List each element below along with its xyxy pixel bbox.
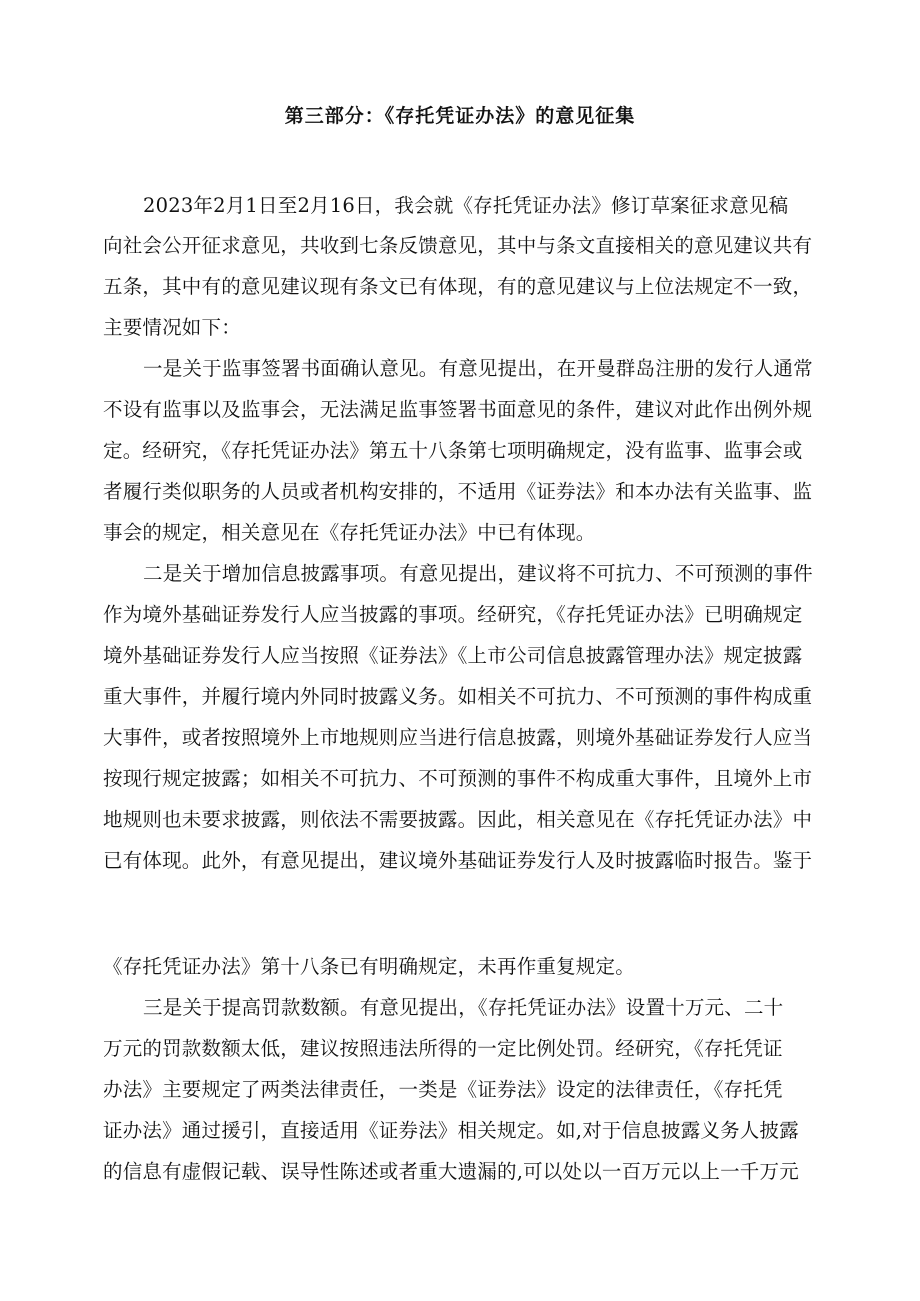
paragraph-line: 地规则也未要求披露，则依法不需要披露。因此，相关意见在《存托凭证办法》中	[103, 808, 813, 831]
paragraph-line: 五条，其中有的意见建议现有条文已有体现，有的意见建议与上位法规定不一致，	[103, 275, 813, 298]
paragraph-line: 者履行类似职务的人员或者机构安排的，不适用《证券法》和本办法有关监事、监	[103, 480, 813, 503]
paragraph-line: 二是关于增加信息披露事项。有意见提出，建议将不可抗力、不可预测的事件	[143, 562, 813, 585]
paragraph-line: 按现行规定披露；如相关不可抗力、不可预测的事件不构成重大事件，且境外上市	[103, 767, 813, 790]
paragraph-line: 向社会公开征求意见，共收到七条反馈意见，其中与条文直接相关的意见建议共有	[103, 234, 813, 257]
paragraph-line: 主要情况如下：	[103, 316, 241, 339]
paragraph-line: 办法》主要规定了两类法律责任，一类是《证券法》设定的法律责任，《存托凭	[103, 1078, 783, 1101]
paragraph-line: 作为境外基础证券发行人应当披露的事项。经研究，《存托凭证办法》已明确规定	[103, 603, 803, 626]
paragraph-line: 重大事件，并履行境内外同时披露义务。如相关不可抗力、不可预测的事件构成重	[103, 685, 813, 708]
paragraph-line: 证办法》通过援引，直接适用《证券法》相关规定。如,对于信息披露义务人披露	[103, 1119, 799, 1142]
document-title: 第三部分：《存托凭证办法》的意见征集	[284, 105, 636, 127]
paragraph-line: 2023年2月1日至2月16日，我会就《存托凭证办法》修订草案征求意见稿	[143, 194, 789, 217]
paragraph-line: 定。经研究，《存托凭证办法》第五十八条第七项明确规定，没有监事、监事会或	[103, 439, 803, 462]
paragraph-line: 不设有监事以及监事会，无法满足监事签署书面意见的条件，建议对此作出例外规	[103, 398, 813, 421]
paragraph-line: 的信息有虚假记载、误导性陈述或者重大遗漏的,可以处以一百万元以上一千万元	[103, 1160, 799, 1183]
paragraph-line: 一是关于监事签署书面确认意见。有意见提出，在开曼群岛注册的发行人通常	[143, 357, 813, 380]
paragraph-line: 万元的罚款数额太低，建议按照违法所得的一定比例处罚。经研究，《存托凭证	[103, 1037, 783, 1060]
paragraph-line: 境外基础证券发行人应当按照《证券法》《上市公司信息披露管理办法》规定披露	[103, 644, 803, 667]
paragraph-line: 三是关于提高罚款数额。有意见提出，《存托凭证办法》设置十万元、二十	[143, 996, 784, 1019]
paragraph-line: 《存托凭证办法》第十八条已有明确规定，未再作重复规定。	[103, 955, 635, 978]
paragraph-line: 已有体现。此外，有意见提出，建议境外基础证券发行人及时披露临时报告。鉴于	[103, 849, 813, 872]
paragraph-line: 大事件，或者按照境外上市地规则应当进行信息披露，则境外基础证券发行人应当	[103, 726, 813, 749]
paragraph-line: 事会的规定，相关意见在《存托凭证办法》中已有体现。	[103, 521, 596, 544]
